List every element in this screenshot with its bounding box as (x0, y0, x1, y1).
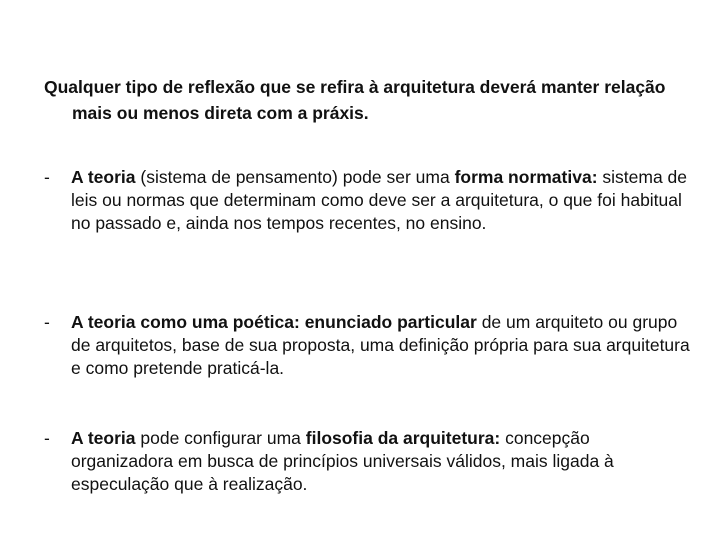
bullet-text-run: pode configurar uma (135, 428, 306, 448)
bullet-text-run: de um arquiteto ou grupo de arquitetos, base de sua proposta, uma definição própria para sua arquitetura e como pretende praticá-la. (71, 312, 690, 378)
bullet-bold-term: A teoria (71, 428, 136, 448)
bullet-text-run: concepção organizadora em busca de princípios universais válidos, mais ligada à especulação que à realização. (71, 428, 614, 494)
bullet-bold-term: A teoria como uma poética: enunciado particular (71, 312, 477, 332)
bullet-bold-term: forma normativa: (454, 167, 598, 187)
bullet-dash: - (44, 312, 50, 332)
bullet-dash: - (44, 428, 50, 448)
bullet-bold-term: A teoria (71, 167, 136, 187)
bullet-text (71, 427, 691, 496)
intro-paragraph (44, 74, 684, 126)
bullet-bold-term: filosofia da arquitetura: (305, 428, 501, 448)
bullet-dash: - (44, 167, 50, 187)
bullet-text-run: sistema de leis ou normas que determinam como deve ser a arquitetura, o que foi habitual no passado e, ainda nos tempos recentes, no ensino. (71, 167, 688, 233)
bullet-text (71, 311, 691, 380)
bullet-text (71, 166, 691, 235)
bullet-text-run: (sistema de pensamento) pode ser uma (135, 167, 455, 187)
intro-text: Qualquer tipo de reflexão que se refira à arquitetura deverá manter relação mais ou menos direta com a práxis. (44, 77, 666, 123)
